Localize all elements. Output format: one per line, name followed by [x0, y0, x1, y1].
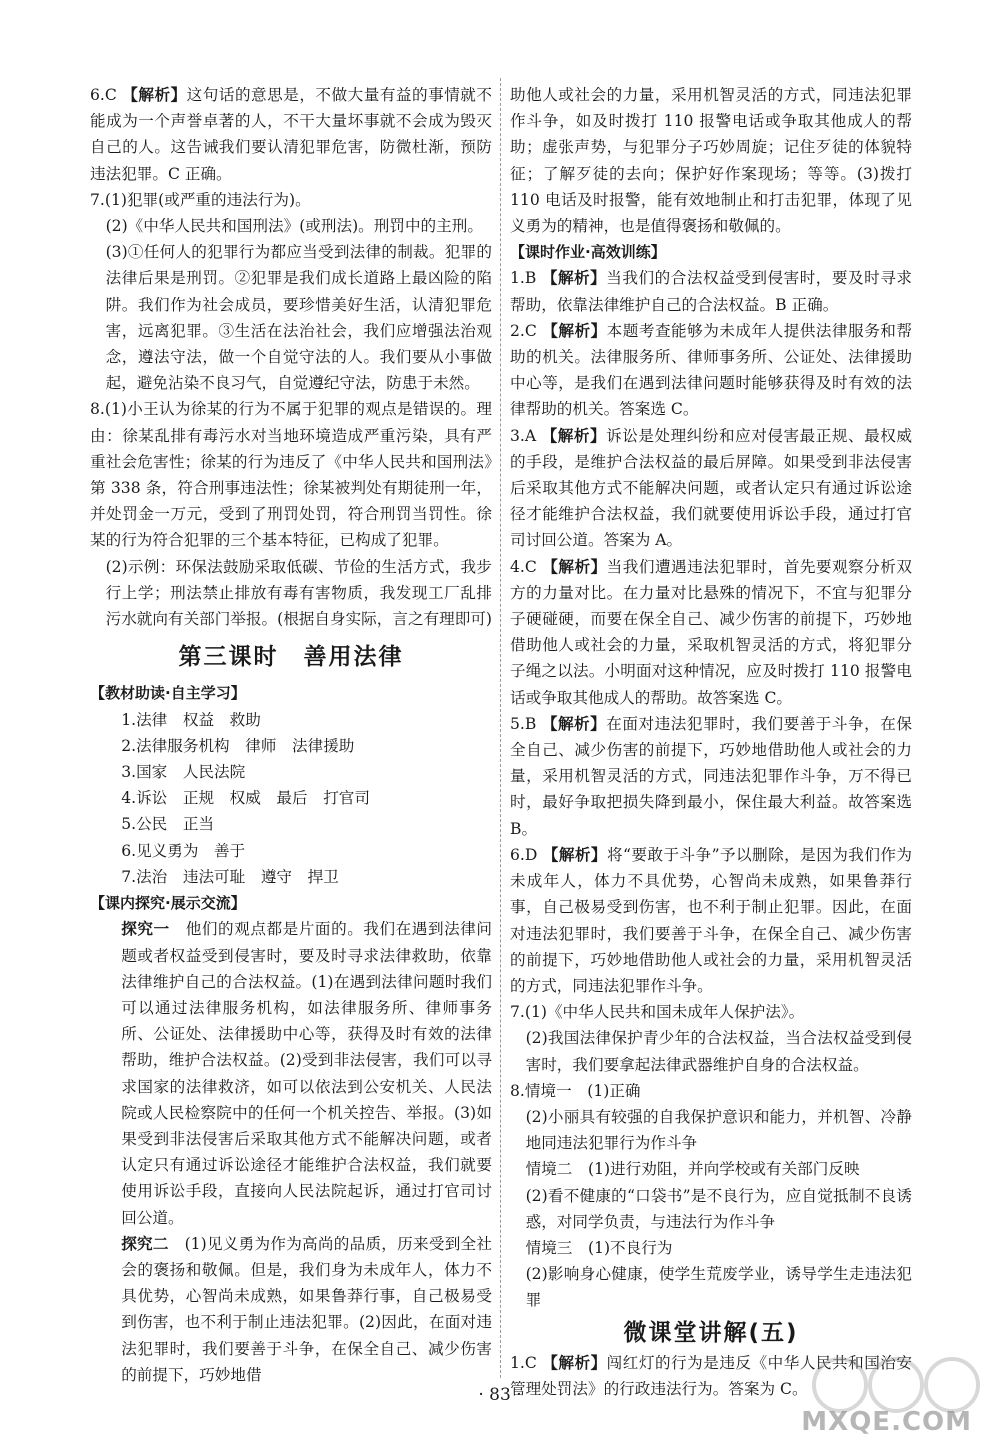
answer-text: 8.情境一 (1)正确 [510, 1081, 641, 1100]
answer-paragraph [90, 82, 492, 187]
answer-paragraph [510, 318, 912, 423]
answer-paragraph [90, 396, 492, 553]
answer-text: 本题考查能够为未成年人提供法律服务和帮助的机关。法律服务所、律师事务所、公证处、法律援助中心等，是我们在遇到法律问题时能够获得及时有效的法律帮助的机关。答案选 C。 [510, 321, 912, 419]
answer-text: 4.C [510, 557, 543, 576]
answer-paragraph [90, 838, 492, 864]
answer-text: 7.(1)《中华人民共和国未成年人保护法》。 [510, 1003, 805, 1022]
answer-text: 3.A [510, 426, 542, 445]
answer-text: 6.见义勇为 善于 [121, 841, 246, 860]
analysis-tag: 探究一 [121, 920, 170, 939]
answer-paragraph [90, 733, 492, 759]
answer-text: 1.B [510, 269, 542, 288]
answer-paragraph [90, 785, 492, 811]
analysis-tag: 【解析】 [541, 714, 607, 733]
page-number: · 83 · [478, 1385, 522, 1405]
answer-paragraph [510, 82, 912, 239]
answer-text: 6.C [90, 86, 123, 104]
answer-text: 这句话的意思是，不做大量有益的事情就不能成为一个声誉卓著的人，不干大量坏事就不会成为毁灭自己的人。这告诫我们要认清犯罪危害，防微杜渐，预防违法犯罪。C 正确。 [90, 86, 492, 183]
answer-text: (3)①任何人的犯罪行为都应当受到法律的制裁。犯罪的法律后果是刑罚。②犯罪是我们成长道路上最凶险的陷阱。我们作为社会成员，要珍惜美好生活，认清犯罪危害，远离犯罪。③生活在法治社会，我们应增强法治观念，遵法守法，做一个自觉守法的人。我们要从小事做起，避免沾染不良习气，自觉遵纪守法，防患于未然。 [105, 243, 492, 393]
answer-paragraph [510, 1156, 912, 1182]
watermark-text: MXQE.COM [801, 1407, 972, 1437]
answer-text: 将“要敢于斗争”予以删除，是因为我们作为未成年人，体力不具优势，心智尚未成熟，如果鲁莽行事，自己极易受到伤害，也不利于制止犯罪。因此，在面对违法犯罪时，我们要善于斗争，在保全自己、减少伤害的前提下，巧妙地借助他人或社会的力量，采用机智灵活的方式，同违法犯罪作斗争。 [510, 845, 912, 995]
analysis-tag: 【解析】 [541, 426, 607, 445]
answer-text: 3.国家 人民法院 [121, 763, 246, 782]
answer-paragraph [90, 916, 492, 1230]
answer-text: 5.公民 正当 [121, 815, 215, 834]
answer-text: 当我们遭遇违法犯罪时，首先要观察分析双方的力量对比。在力量对比悬殊的情况下，不宜与犯罪分子硬碰硬，而要在保全自己、减少伤害的前提下，巧妙地借助他人或社会的力量，采取机智灵活的方式，将犯罪分子绳之以法。小明面对这种情况，应及时拨打 110 报警电话或争取其他成人的帮助。故答案选 C。 [510, 557, 912, 707]
answer-text: (2)影响身心健康，使学生荒废学业，诱导学生走违法犯罪 [525, 1265, 912, 1310]
answer-text: (2)《中华人民共和国刑法》(或刑法)。刑罚中的主刑。 [105, 217, 483, 236]
section-heading: 【课内探究·展示交流】 [90, 894, 246, 913]
answer-text: (2)我国法律保护青少年的合法权益，当合法权益受到侵害时，我们要拿起法律武器维护自身的合法权益。 [525, 1029, 912, 1074]
answer-paragraph [510, 1235, 912, 1261]
answer-text: (1)见义勇为作为高尚的品质，历来受到全社会的褒扬和敬佩。但是，我们身为未成年人，体力不具优势，心智尚未成熟，如果鲁莽行事，自己极易受到伤害，也不利于制止违法犯罪。(2)因此，在面对违法犯罪时，我们要善于斗争，在保全自己、减少伤害的前提下，巧妙地借 [121, 1234, 492, 1384]
answer-paragraph [510, 1025, 912, 1077]
answer-paragraph [510, 1078, 912, 1104]
section-title: 微课堂讲解(五) [623, 1319, 799, 1346]
analysis-tag: 【解析】 [542, 321, 607, 340]
answer-paragraph [90, 1231, 492, 1388]
answer-paragraph [90, 554, 492, 633]
answer-text: 当我们的合法权益受到侵害时，要及时寻求帮助，依靠法律维护自己的合法权益。B 正确。 [510, 269, 912, 314]
answer-paragraph [510, 711, 912, 842]
section-title: 第三课时 善用法律 [178, 644, 404, 671]
answer-paragraph [90, 811, 492, 837]
answer-text: 诉讼是处理纠纷和应对侵害最正规、最权威的手段，是维护合法权益的最后屏障。如果受到非法侵害后采取其他方式不能解决问题，或者认定只有通过诉讼途径才能维护合法权益，我们就要使用诉讼手段，通过打官司讨回公道。答案为 A。 [510, 426, 912, 550]
answer-text: 2.C [510, 321, 543, 340]
analysis-tag: 【解析】 [542, 845, 607, 864]
answer-paragraph [510, 265, 912, 317]
left-column [90, 82, 492, 1388]
answer-text: 5.B [510, 714, 542, 733]
answer-paragraph [90, 864, 492, 890]
answer-text: 4.诉讼 正规 权威 最后 打官司 [121, 789, 370, 808]
analysis-tag: 【解析】 [542, 557, 607, 576]
answer-text: 1.法律 权益 救助 [121, 710, 261, 729]
section-heading: 【教材助读·自主学习】 [90, 684, 246, 703]
answer-text: (2)小丽具有较强的自我保护意识和能力，并机智、冷静地同违法犯罪行为作斗争 [525, 1107, 912, 1153]
answer-paragraph [90, 759, 492, 785]
answer-text: 2.法律服务机构 律师 法律援助 [121, 736, 355, 755]
section-heading: 【课时作业·高效训练】 [510, 243, 666, 262]
answer-text: (2)示例：环保法鼓励采取低碳、节俭的生活方式，我步行上学；刑法禁止排放有毒有害物质，我发现工厂乱排污水就向有关部门举报。(根据自身实际，言之有理即可) [105, 557, 493, 629]
answer-text: 6.D [510, 845, 543, 864]
answer-paragraph [510, 1104, 912, 1156]
answer-paragraph [90, 707, 492, 733]
answer-paragraph [90, 239, 492, 396]
answer-paragraph [510, 1261, 912, 1313]
analysis-tag: 【解析】 [542, 1353, 607, 1372]
answer-text: 8.(1)小王认为徐某的行为不属于犯罪的观点是错误的。理由：徐某乱排有毒污水对当地环境造成严重污染，具有严重社会危害性；徐某的行为违反了《中华人民共和国刑法》第 338 条，符合刑事违法性；徐某被判处有期徒刑一年，并处罚金一万元，受到了刑罚处罚，符合刑罚当罚性。徐某的行为符合犯罪的三个基本特征，已构成了犯罪。 [90, 400, 492, 550]
answer-text: 在面对违法犯罪时，我们要善于斗争，在保全自己、减少伤害的前提下，巧妙地借助他人或社会的力量，采用机智灵活的方式，同违法犯罪作斗争，万不得已时，最好争取把损失降到最小，保住最大利益。故答案选 B。 [510, 714, 912, 838]
answer-paragraph [90, 213, 492, 239]
right-column [510, 82, 912, 1402]
analysis-tag: 探究二 [121, 1234, 169, 1253]
answer-text: 情境二 (1)进行劝阻，并向学校或有关部门反映 [525, 1160, 860, 1179]
answer-text: 闯红灯的行为是违反《中华人民共和国治安管理处罚法》的行政违法行为。答案为 C。 [510, 1353, 912, 1398]
answer-text: (2)看不健康的“口袋书”是不良行为，应自觉抵制不良诱惑，对同学负责，与违法行为作斗争 [525, 1186, 912, 1231]
answer-text: 1.C [510, 1353, 543, 1372]
answer-text: 7.(1)犯罪(或严重的违法行为)。 [90, 190, 311, 209]
answer-text: 助他人或社会的力量，采用机智灵活的方式，同违法犯罪作斗争，如及时拨打 110 报警电话或争取其他成人的帮助；虚张声势，与犯罪分子巧妙周旋；记住歹徒的体貌特征；了解歹徒的去向；保护好作案现场；等等。(3)拨打 110 电话及时报警，能有效地制止和打击犯罪，体现了见义勇为的精神，也是值得褒扬和敬佩的。 [510, 86, 912, 236]
answer-paragraph [510, 842, 912, 999]
answer-paragraph [510, 1183, 912, 1235]
answer-paragraph [90, 187, 492, 213]
column-divider [500, 78, 501, 1378]
answer-text: 7.法治 违法可耻 遵守 捍卫 [121, 867, 339, 886]
answer-paragraph [510, 423, 912, 554]
answer-text: 情境三 (1)不良行为 [525, 1238, 673, 1257]
answer-paragraph [510, 999, 912, 1025]
answer-text: 他们的观点都是片面的。我们在遇到法律问题或者权益受到侵害时，要及时寻求法律救助，依靠法律维护自己的合法权益。(1)在遇到法律问题时我们可以通过法律服务机构，如法律服务所、律师事务所、公证处、法律援助中心等，获得及时有效的法律帮助，维护合法权益。(2)受到非法侵害，我们可以寻求国家的法律救济，如可以依法到公安机关、人民法院或人民检察院中的任何一个机关控告、举报。(3)如果受到非法侵害后采取其他方式不能解决问题，或者认定只有通过诉讼途径才能维护合法权益，我们就要使用诉讼手段，直接向人民法院起诉，通过打官司讨回公道。 [121, 920, 492, 1227]
analysis-tag: 【解析】 [122, 86, 187, 104]
analysis-tag: 【解析】 [541, 269, 607, 288]
answer-paragraph [510, 554, 912, 711]
